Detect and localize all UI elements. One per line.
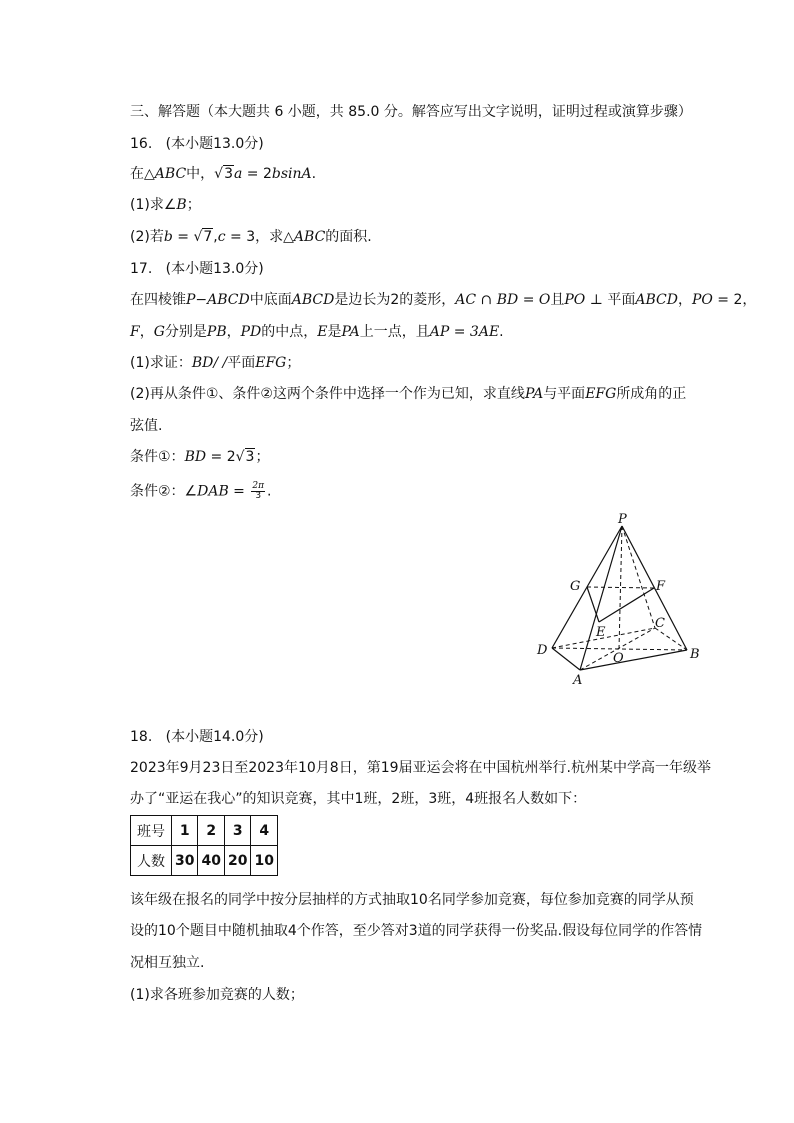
class-cell: 1 (172, 816, 198, 846)
q17-part2-line2: 弦值. (130, 418, 163, 434)
q17-score: (本小题13.0分) (165, 261, 264, 277)
q18-number: 18. (130, 729, 153, 745)
label-A: A (573, 673, 583, 688)
text: 是边长为2的菱形， (334, 292, 456, 308)
fraction-2pi-over-3 (251, 482, 265, 501)
math: DAB (197, 483, 229, 500)
q18-part1: (1)求各班参加竞赛的人数； (130, 987, 304, 1003)
edge-CB (655, 628, 687, 650)
class-signup-table (130, 815, 278, 876)
sqrt-7: √7 (193, 229, 213, 245)
q18-line3: 该年级在报名的同学中按分层抽样的方式抽取10名同学参加竞赛，每位参加竞赛的同学从预 (130, 892, 694, 908)
text: . (499, 324, 504, 340)
text: . (311, 166, 317, 182)
q18-line2: 办了“亚运在我心”的知识竞赛，其中1班，2班，3班，4班报名人数如下： (130, 791, 587, 807)
math: ABCD (635, 292, 678, 308)
text: 分别是 (164, 324, 207, 340)
text: 是 (327, 324, 342, 340)
class-cell: 2 (198, 816, 224, 846)
text: 中底面 (249, 292, 292, 308)
math: PA (341, 324, 360, 340)
edge-AB (580, 650, 687, 670)
count-cell: 20 (224, 846, 250, 876)
label-O: O (613, 651, 624, 666)
table-row (131, 846, 278, 876)
q16-score: (本小题13.0分) (165, 136, 264, 152)
q16-number: 16. (130, 136, 153, 152)
math: EFG (255, 355, 287, 371)
math: BD/ / (191, 355, 228, 371)
q18-line5: 况相互独立. (130, 955, 205, 971)
math: AC ∩ BD = O (455, 292, 551, 308)
segment-EF (599, 588, 654, 622)
class-cell: 4 (251, 816, 277, 846)
math: P−ABCD (186, 292, 250, 308)
label-D: D (537, 643, 548, 658)
q16-part2 (130, 228, 372, 246)
math: c (217, 229, 226, 245)
sqrt-3: √3 (235, 449, 255, 465)
label-G: G (570, 579, 581, 594)
label-B: B (690, 647, 700, 662)
text: , (213, 229, 218, 245)
q17-line2 (130, 323, 504, 341)
count-cell: 40 (198, 846, 224, 876)
text: 在△ (130, 166, 155, 182)
text: = (172, 229, 194, 245)
edge-PC (622, 526, 655, 628)
math: ABC (293, 229, 326, 245)
text: (1)求证： (130, 355, 192, 371)
q17-part1 (130, 354, 300, 372)
math: a (234, 166, 243, 182)
text: = 2 (242, 166, 272, 182)
row-label-class: 班号 (131, 816, 172, 846)
sqrt-3: √3 (214, 166, 233, 182)
text: ， (139, 324, 154, 340)
math: G (153, 324, 165, 340)
radicand: 7 (203, 229, 213, 245)
radicand: 3 (245, 449, 255, 465)
q17-heading (130, 260, 264, 278)
text: (1)求∠ (130, 197, 177, 213)
section-header: 三、解答题（本大题共 6 小题，共 85.0 分。解答应写出文字说明，证明过程或演算步骤） (130, 104, 692, 120)
count-cell: 10 (251, 846, 277, 876)
math: PD (240, 324, 262, 340)
q17-line1 (130, 291, 756, 309)
text: 条件①： (130, 449, 185, 465)
height-PO (619, 526, 622, 649)
segment-GE (587, 587, 599, 622)
q17-part2-line1 (130, 385, 686, 403)
q18-line1: 2023年9月23日至2023年10月8日，第19届亚运会将在中国杭州举行.杭州某中学高一年级举 (130, 760, 711, 776)
text: 的面积. (325, 229, 372, 245)
text: = 2， (712, 292, 757, 308)
math: BD (184, 449, 207, 465)
math: F (130, 324, 140, 340)
math: PA (524, 386, 544, 402)
math: EFG (585, 386, 617, 402)
text: = 3，求△ (225, 229, 294, 245)
row-label-count: 人数 (131, 846, 172, 876)
edge-DA (552, 648, 580, 670)
math: ABC (154, 166, 187, 182)
pyramid-figure (530, 510, 710, 690)
text: . (267, 483, 272, 500)
math: PO (691, 292, 713, 308)
denominator: 3 (255, 491, 262, 501)
text: (2)再从条件①、条件②这两个条件中选择一个作为已知，求直线 (130, 386, 525, 402)
text: ； (255, 449, 270, 465)
text: = (228, 483, 250, 500)
math: ABCD (291, 292, 335, 308)
text: 平面 (607, 292, 636, 308)
text: 平面 (227, 355, 256, 371)
text: ， (677, 292, 692, 308)
label-F: F (656, 579, 666, 594)
text: 与平面 (543, 386, 586, 402)
text: 的中点， (261, 324, 318, 340)
text: 所成角的正 (616, 386, 687, 402)
math: b (163, 229, 173, 245)
q16-heading (130, 135, 264, 153)
label-E: E (596, 625, 606, 640)
q17-condition-1 (130, 448, 269, 466)
segment-GF (587, 587, 654, 588)
text: (2)若 (130, 229, 164, 245)
q18-score: (本小题14.0分) (165, 729, 264, 745)
q18-line4: 设的10个题目中随机抽取4个作答，至少答对3道的同学获得一份奖品.假设每位同学的作答情 (130, 923, 703, 939)
q16-part1 (130, 196, 201, 214)
text: ； (286, 355, 301, 371)
text: = 2 (206, 449, 236, 465)
text: 且 (550, 292, 565, 308)
math: PO ⊥ (564, 292, 608, 308)
q16-stem (130, 165, 316, 183)
count-cell: 30 (172, 846, 198, 876)
label-P: P (618, 512, 627, 527)
q17-number: 17. (130, 261, 153, 277)
label-C: C (655, 616, 665, 631)
math: B (176, 197, 187, 213)
class-cell: 3 (224, 816, 250, 846)
math: bsinA (271, 166, 312, 182)
text: 在四棱锥 (130, 292, 186, 308)
text: 中， (186, 166, 215, 182)
text: 条件②：∠ (130, 483, 198, 500)
table-row (131, 816, 278, 846)
numerator: 2π (252, 481, 265, 491)
text: ； (186, 197, 201, 213)
q17-condition-2 (130, 482, 271, 501)
math: E (317, 324, 328, 340)
radicand: 3 (224, 166, 233, 182)
q18-heading (130, 728, 264, 746)
text: ， (226, 324, 241, 340)
text: 上一点，且 (359, 324, 430, 340)
math: PB (206, 324, 227, 340)
math: AP = 3AE (429, 324, 500, 340)
